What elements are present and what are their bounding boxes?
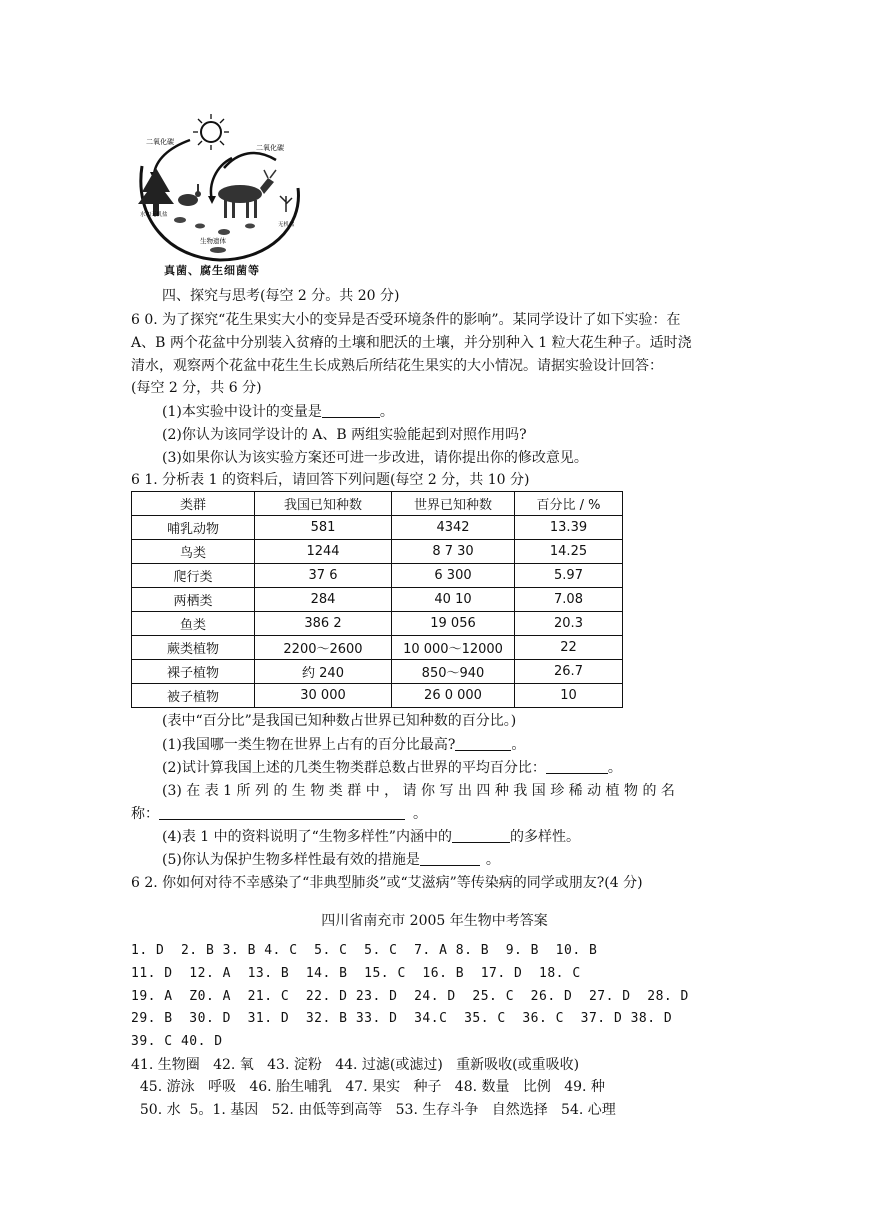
table-cell: 8 7 30 bbox=[392, 540, 515, 564]
q61-sub-2-end: 。 bbox=[607, 760, 622, 776]
q60-line-4: (每空 2 分，共 6 分) bbox=[131, 380, 262, 396]
table-cell: 4342 bbox=[392, 516, 515, 540]
table-cell: 哺乳动物 bbox=[132, 516, 255, 540]
q61-sub-5-text: (5)你认为保护生物多样性最有效的措施是 bbox=[162, 852, 420, 868]
q61-sub-2-text: (2)试计算我国上述的几类生物类群总数占世界的平均百分比： bbox=[162, 760, 546, 776]
q60-sub-1-text: (1)本实验中设计的变量是 bbox=[162, 404, 322, 420]
table-row bbox=[132, 636, 623, 660]
answer-line: 41. 生物圈 42. 氧 43. 淀粉 44. 过滤(或滤过) 重新吸收(或重吸收) bbox=[131, 1057, 580, 1073]
table-row bbox=[132, 564, 623, 588]
table-cell: 386 2 bbox=[255, 612, 392, 636]
table-cell: 5.97 bbox=[515, 564, 623, 588]
q60-sub-1-end: 。 bbox=[379, 404, 394, 420]
table-cell: 7.08 bbox=[515, 588, 623, 612]
answer-line: 50. 水 5。1. 基因 52. 由低等到高等 53. 生存斗争 自然选择 54. 心理 bbox=[131, 1102, 616, 1118]
table-cell: 19 056 bbox=[392, 612, 515, 636]
table-cell: 鸟类 bbox=[132, 540, 255, 564]
table-cell: 26 0 000 bbox=[392, 684, 515, 708]
q60-line-2: A、B 两个花盆中分别装入贫瘠的土壤和肥沃的土壤，并分别种入 1 粒大花生种子。适时浇 bbox=[131, 335, 692, 351]
q61-sub-4-blank[interactable] bbox=[452, 828, 510, 843]
ecosystem-cycle-figure bbox=[128, 108, 310, 280]
q60-sub-1-blank[interactable] bbox=[322, 403, 380, 418]
table-row bbox=[132, 516, 623, 540]
q61-sub-1-text: (1)我国哪一类生物在世界上占有的百分比最高? bbox=[162, 737, 456, 753]
q60-line-3: 清水，观察两个花盆中花生生长成熟后所结花生果实的大小情况。请据实验设计回答： bbox=[131, 358, 663, 374]
table-cell: 6 300 bbox=[392, 564, 515, 588]
q61-sub-5-end: 。 bbox=[485, 852, 500, 868]
q60-sub-3: (3)如果你认为该实验方案还可进一步改进，请你提出你的修改意见。 bbox=[162, 450, 588, 466]
table-cell: 20.3 bbox=[515, 612, 623, 636]
q61-sub-2-blank[interactable] bbox=[546, 759, 608, 774]
answer-line: 1. D 2. B 3. B 4. C 5. C 5. C 7. A 8. B 9. B 10. B bbox=[131, 943, 598, 958]
table-note: (表中“百分比”是我国已知种数占世界已知种数的百分比。) bbox=[162, 713, 517, 729]
answer-line: 11. D 12. A 13. B 14. B 15. C 16. B 17. D 18. C bbox=[131, 966, 581, 981]
sun-icon bbox=[193, 114, 229, 150]
table-cell: 爬行类 bbox=[132, 564, 255, 588]
q60-sub-1 bbox=[162, 402, 394, 422]
co2-left-label: 二氧化碳 bbox=[146, 138, 174, 146]
q61-sub-3-text: 称： bbox=[131, 806, 159, 822]
table-cell: 约 240 bbox=[255, 660, 392, 684]
table-cell: 两栖类 bbox=[132, 588, 255, 612]
table-row bbox=[132, 588, 623, 612]
plant-icon bbox=[280, 196, 292, 212]
answer-line: 19. A Z0. A 21. C 22. D 23. D 24. D 25. C 26. D 27. D 28. D bbox=[131, 989, 689, 1004]
q61-sub-4-text: (4)表 1 中的资料说明了“生物多样性”内涵中的 bbox=[162, 829, 452, 845]
table-cell: 1244 bbox=[255, 540, 392, 564]
q61-sub-4 bbox=[162, 827, 580, 847]
q61-sub-4-end: 的多样性。 bbox=[509, 829, 580, 845]
table-header-cell: 类群 bbox=[132, 492, 255, 516]
q61-sub-1 bbox=[162, 735, 525, 755]
table-cell: 鱼类 bbox=[132, 612, 255, 636]
q61-sub-3-line-2 bbox=[131, 804, 427, 824]
species-table bbox=[131, 491, 623, 708]
table-header-cell: 百分比 / % bbox=[515, 492, 623, 516]
table-cell: 37 6 bbox=[255, 564, 392, 588]
q61-sub-5 bbox=[162, 850, 500, 870]
table-cell: 26.7 bbox=[515, 660, 623, 684]
table-row bbox=[132, 684, 623, 708]
deer-icon bbox=[218, 170, 276, 218]
q61-intro: 6 1. 分析表 1 的资料后，请回答下列问题(每空 2 分，共 10 分) bbox=[131, 472, 530, 488]
table-cell: 裸子植物 bbox=[132, 660, 255, 684]
table-cell: 13.39 bbox=[515, 516, 623, 540]
q61-sub-2 bbox=[162, 758, 622, 778]
table-cell: 22 bbox=[515, 636, 623, 660]
ecosystem-cycle-illustration bbox=[128, 108, 310, 280]
table-cell: 14.25 bbox=[515, 540, 623, 564]
table-cell: 2200～2600 bbox=[255, 636, 392, 660]
table-row bbox=[132, 660, 623, 684]
q61-sub-3-blank[interactable] bbox=[159, 805, 405, 820]
inorganic-salts-label: 无机盐 bbox=[278, 222, 295, 228]
answer-line: 45. 游泳 呼吸 46. 胎生哺乳 47. 果实 种子 48. 数量 比例 49. 种 bbox=[131, 1079, 605, 1095]
table-row bbox=[132, 540, 623, 564]
answer-line: 39. C 40. D bbox=[131, 1034, 223, 1049]
q61-sub-3-end: 。 bbox=[413, 806, 427, 822]
q61-sub-1-end: 。 bbox=[511, 737, 526, 753]
table-cell: 30 000 bbox=[255, 684, 392, 708]
q61-sub-1-blank[interactable] bbox=[455, 736, 511, 751]
table-cell: 581 bbox=[255, 516, 392, 540]
section-heading: 四、探究与思考(每空 2 分。共 20 分) bbox=[162, 288, 400, 304]
co2-right-label: 二氧化碳 bbox=[256, 144, 284, 152]
table-row bbox=[132, 612, 623, 636]
table-cell: 40 10 bbox=[392, 588, 515, 612]
table-cell: 10 000～12000 bbox=[392, 636, 515, 660]
water-salts-label: 水和无机盐 bbox=[140, 212, 168, 218]
q61-sub-5-blank[interactable] bbox=[420, 851, 480, 866]
answers-title: 四川省南充市 2005 年生物中考答案 bbox=[321, 913, 548, 929]
q60-sub-2: (2)你认为该同学设计的 A、B 两组实验能起到对照作用吗? bbox=[162, 427, 527, 443]
remains-label: 生物遗体 bbox=[200, 237, 226, 245]
table-cell: 10 bbox=[515, 684, 623, 708]
table-cell: 850～940 bbox=[392, 660, 515, 684]
table-cell: 284 bbox=[255, 588, 392, 612]
table-header-cell: 世界已知种数 bbox=[392, 492, 515, 516]
tree-icon bbox=[138, 168, 174, 216]
q62-text: 6 2. 你如何对待不幸感染了“非典型肺炎”或“艾滋病”等传染病的同学或朋友?(4 分) bbox=[131, 875, 643, 891]
rabbit-icon bbox=[178, 184, 201, 206]
table-cell: 被子植物 bbox=[132, 684, 255, 708]
table-header-cell: 我国已知种数 bbox=[255, 492, 392, 516]
table-header-row bbox=[132, 492, 623, 516]
table-cell: 蕨类植物 bbox=[132, 636, 255, 660]
q60-line-1: 6 0. 为了探究“花生果实大小的变异是否受环境条件的影响”。某同学设计了如下实验：在 bbox=[131, 312, 681, 328]
q61-sub-3-line-1: (3) 在 表 1 所 列 的 生 物 类 群 中 ， 请 你 写 出 四 种 我 国 珍 稀 动 植 物 的 名 bbox=[162, 783, 675, 799]
figure-caption: 真菌、腐生细菌等 bbox=[164, 264, 260, 277]
answer-line: 29. B 30. D 31. D 32. B 33. D 34.C 35. C 36. C 37. D 38. D bbox=[131, 1011, 673, 1026]
